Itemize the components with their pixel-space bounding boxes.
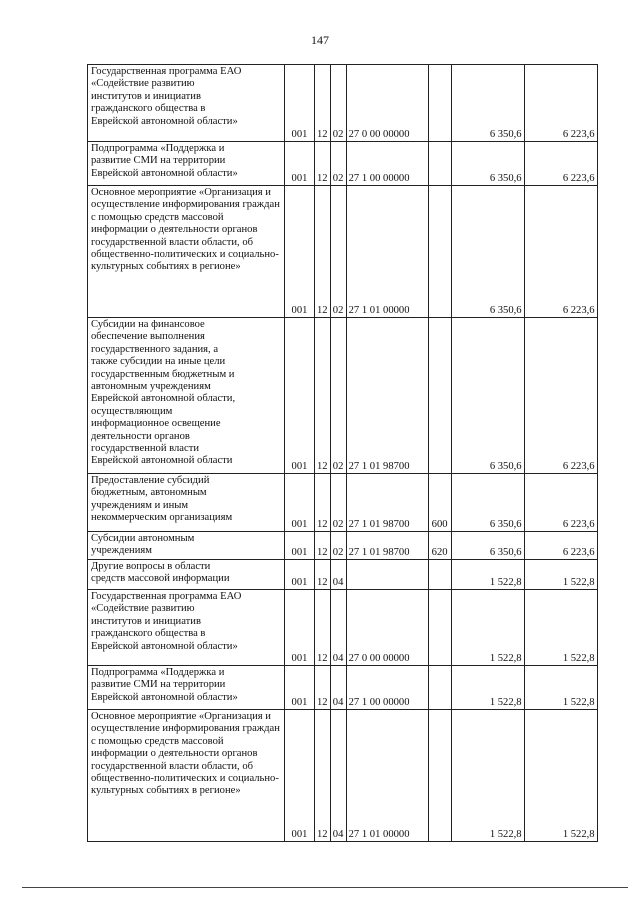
table-row	[88, 590, 598, 666]
row-sum-year-2: 6 223,6	[524, 142, 597, 186]
row-target-article: 27 0 00 00000	[346, 65, 428, 142]
row-target-article: 27 1 01 98700	[346, 532, 428, 560]
row-section-code: 12	[315, 532, 331, 560]
row-sum-year-1: 6 350,6	[451, 318, 524, 474]
row-dept-code: 001	[285, 65, 315, 142]
row-target-article: 27 0 00 00000	[346, 590, 428, 666]
row-sum-year-1: 6 350,6	[451, 142, 524, 186]
table-row	[88, 532, 598, 560]
row-sum-year-1: 1 522,8	[451, 666, 524, 710]
row-sum-year-2: 6 223,6	[524, 65, 597, 142]
row-name: Основное мероприятие «Организация и осуществление информирования граждан с помощью средств массовой информации о деятельности органов государственной власти области, об общественно-политических и социально-культурных событиях в регионе»	[88, 710, 285, 842]
row-target-article: 27 1 01 98700	[346, 474, 428, 532]
row-dept-code: 001	[285, 142, 315, 186]
row-sum-year-1: 1 522,8	[451, 560, 524, 590]
row-expense-type	[428, 590, 451, 666]
row-sum-year-2: 1 522,8	[524, 590, 597, 666]
row-expense-type	[428, 65, 451, 142]
row-section-code: 12	[315, 186, 331, 318]
row-section-code: 12	[315, 560, 331, 590]
table-row	[88, 65, 598, 142]
row-target-article: 27 1 01 00000	[346, 710, 428, 842]
row-sum-year-2: 6 223,6	[524, 474, 597, 532]
row-sum-year-1: 1 522,8	[451, 590, 524, 666]
row-target-article: 27 1 01 98700	[346, 318, 428, 474]
row-sum-year-2: 1 522,8	[524, 560, 597, 590]
row-dept-code: 001	[285, 474, 315, 532]
table-row	[88, 186, 598, 318]
row-target-article	[346, 560, 428, 590]
row-name: Другие вопросы в области средств массовой информации	[88, 560, 285, 590]
row-name: Подпрограмма «Поддержка и развитие СМИ на территории Еврейской автономной области»	[88, 666, 285, 710]
row-subsection-code: 02	[330, 186, 346, 318]
row-target-article: 27 1 01 00000	[346, 186, 428, 318]
row-subsection-code: 02	[330, 532, 346, 560]
row-name: Основное мероприятие «Организация и осуществление информирования граждан с помощью средств массовой информации о деятельности органов государственной власти области, об общественно-политических и социально-культурных событиях в регионе»	[88, 186, 285, 318]
row-dept-code: 001	[285, 590, 315, 666]
row-sum-year-2: 6 223,6	[524, 532, 597, 560]
row-expense-type	[428, 318, 451, 474]
table-row	[88, 474, 598, 532]
row-expense-type	[428, 710, 451, 842]
row-name: Государственная программа ЕАО «Содействие развитию институтов и инициатив гражданского общества в Еврейской автономной области»	[88, 65, 285, 142]
page-number: 147	[311, 33, 329, 47]
row-subsection-code: 02	[330, 318, 346, 474]
row-sum-year-2: 1 522,8	[524, 710, 597, 842]
row-subsection-code: 02	[330, 142, 346, 186]
footer-divider	[22, 887, 628, 888]
table-row	[88, 710, 598, 842]
row-section-code: 12	[315, 666, 331, 710]
row-section-code: 12	[315, 65, 331, 142]
row-expense-type	[428, 666, 451, 710]
row-expense-type: 620	[428, 532, 451, 560]
row-sum-year-2: 6 223,6	[524, 186, 597, 318]
row-section-code: 12	[315, 590, 331, 666]
table-row	[88, 318, 598, 474]
row-dept-code: 001	[285, 318, 315, 474]
row-section-code: 12	[315, 710, 331, 842]
table-row	[88, 142, 598, 186]
row-target-article: 27 1 00 00000	[346, 142, 428, 186]
row-section-code: 12	[315, 318, 331, 474]
row-expense-type	[428, 560, 451, 590]
row-name: Государственная программа ЕАО «Содействие развитию институтов и инициатив гражданского общества в Еврейской автономной области»	[88, 590, 285, 666]
row-section-code: 12	[315, 142, 331, 186]
row-target-article: 27 1 00 00000	[346, 666, 428, 710]
row-dept-code: 001	[285, 666, 315, 710]
table-row	[88, 666, 598, 710]
row-subsection-code: 02	[330, 65, 346, 142]
row-subsection-code: 04	[330, 666, 346, 710]
row-sum-year-1: 1 522,8	[451, 710, 524, 842]
row-sum-year-1: 6 350,6	[451, 474, 524, 532]
row-subsection-code: 04	[330, 710, 346, 842]
row-expense-type: 600	[428, 474, 451, 532]
row-name: Подпрограмма «Поддержка и развитие СМИ на территории Еврейской автономной области»	[88, 142, 285, 186]
row-expense-type	[428, 186, 451, 318]
row-subsection-code: 04	[330, 560, 346, 590]
budget-table	[87, 64, 598, 842]
row-sum-year-2: 6 223,6	[524, 318, 597, 474]
row-name: Предоставление субсидий бюджетным, автономным учреждениям и иным некоммерческим организациям	[88, 474, 285, 532]
row-dept-code: 001	[285, 560, 315, 590]
row-name: Субсидии автономным учреждениям	[88, 532, 285, 560]
row-sum-year-1: 6 350,6	[451, 65, 524, 142]
row-section-code: 12	[315, 474, 331, 532]
row-name: Субсидии на финансовое обеспечение выполнения государственного задания, а также субсидии на иные цели государственным бюджетным и автономным учреждениям Еврейской автономной области, осуществляющим информационное освещение деятельности органов государственной власти Еврейской автономной области	[88, 318, 285, 474]
row-sum-year-1: 6 350,6	[451, 532, 524, 560]
row-expense-type	[428, 142, 451, 186]
row-sum-year-2: 1 522,8	[524, 666, 597, 710]
row-sum-year-1: 6 350,6	[451, 186, 524, 318]
row-dept-code: 001	[285, 532, 315, 560]
row-subsection-code: 04	[330, 590, 346, 666]
row-dept-code: 001	[285, 710, 315, 842]
row-dept-code: 001	[285, 186, 315, 318]
table-row	[88, 560, 598, 590]
row-subsection-code: 02	[330, 474, 346, 532]
